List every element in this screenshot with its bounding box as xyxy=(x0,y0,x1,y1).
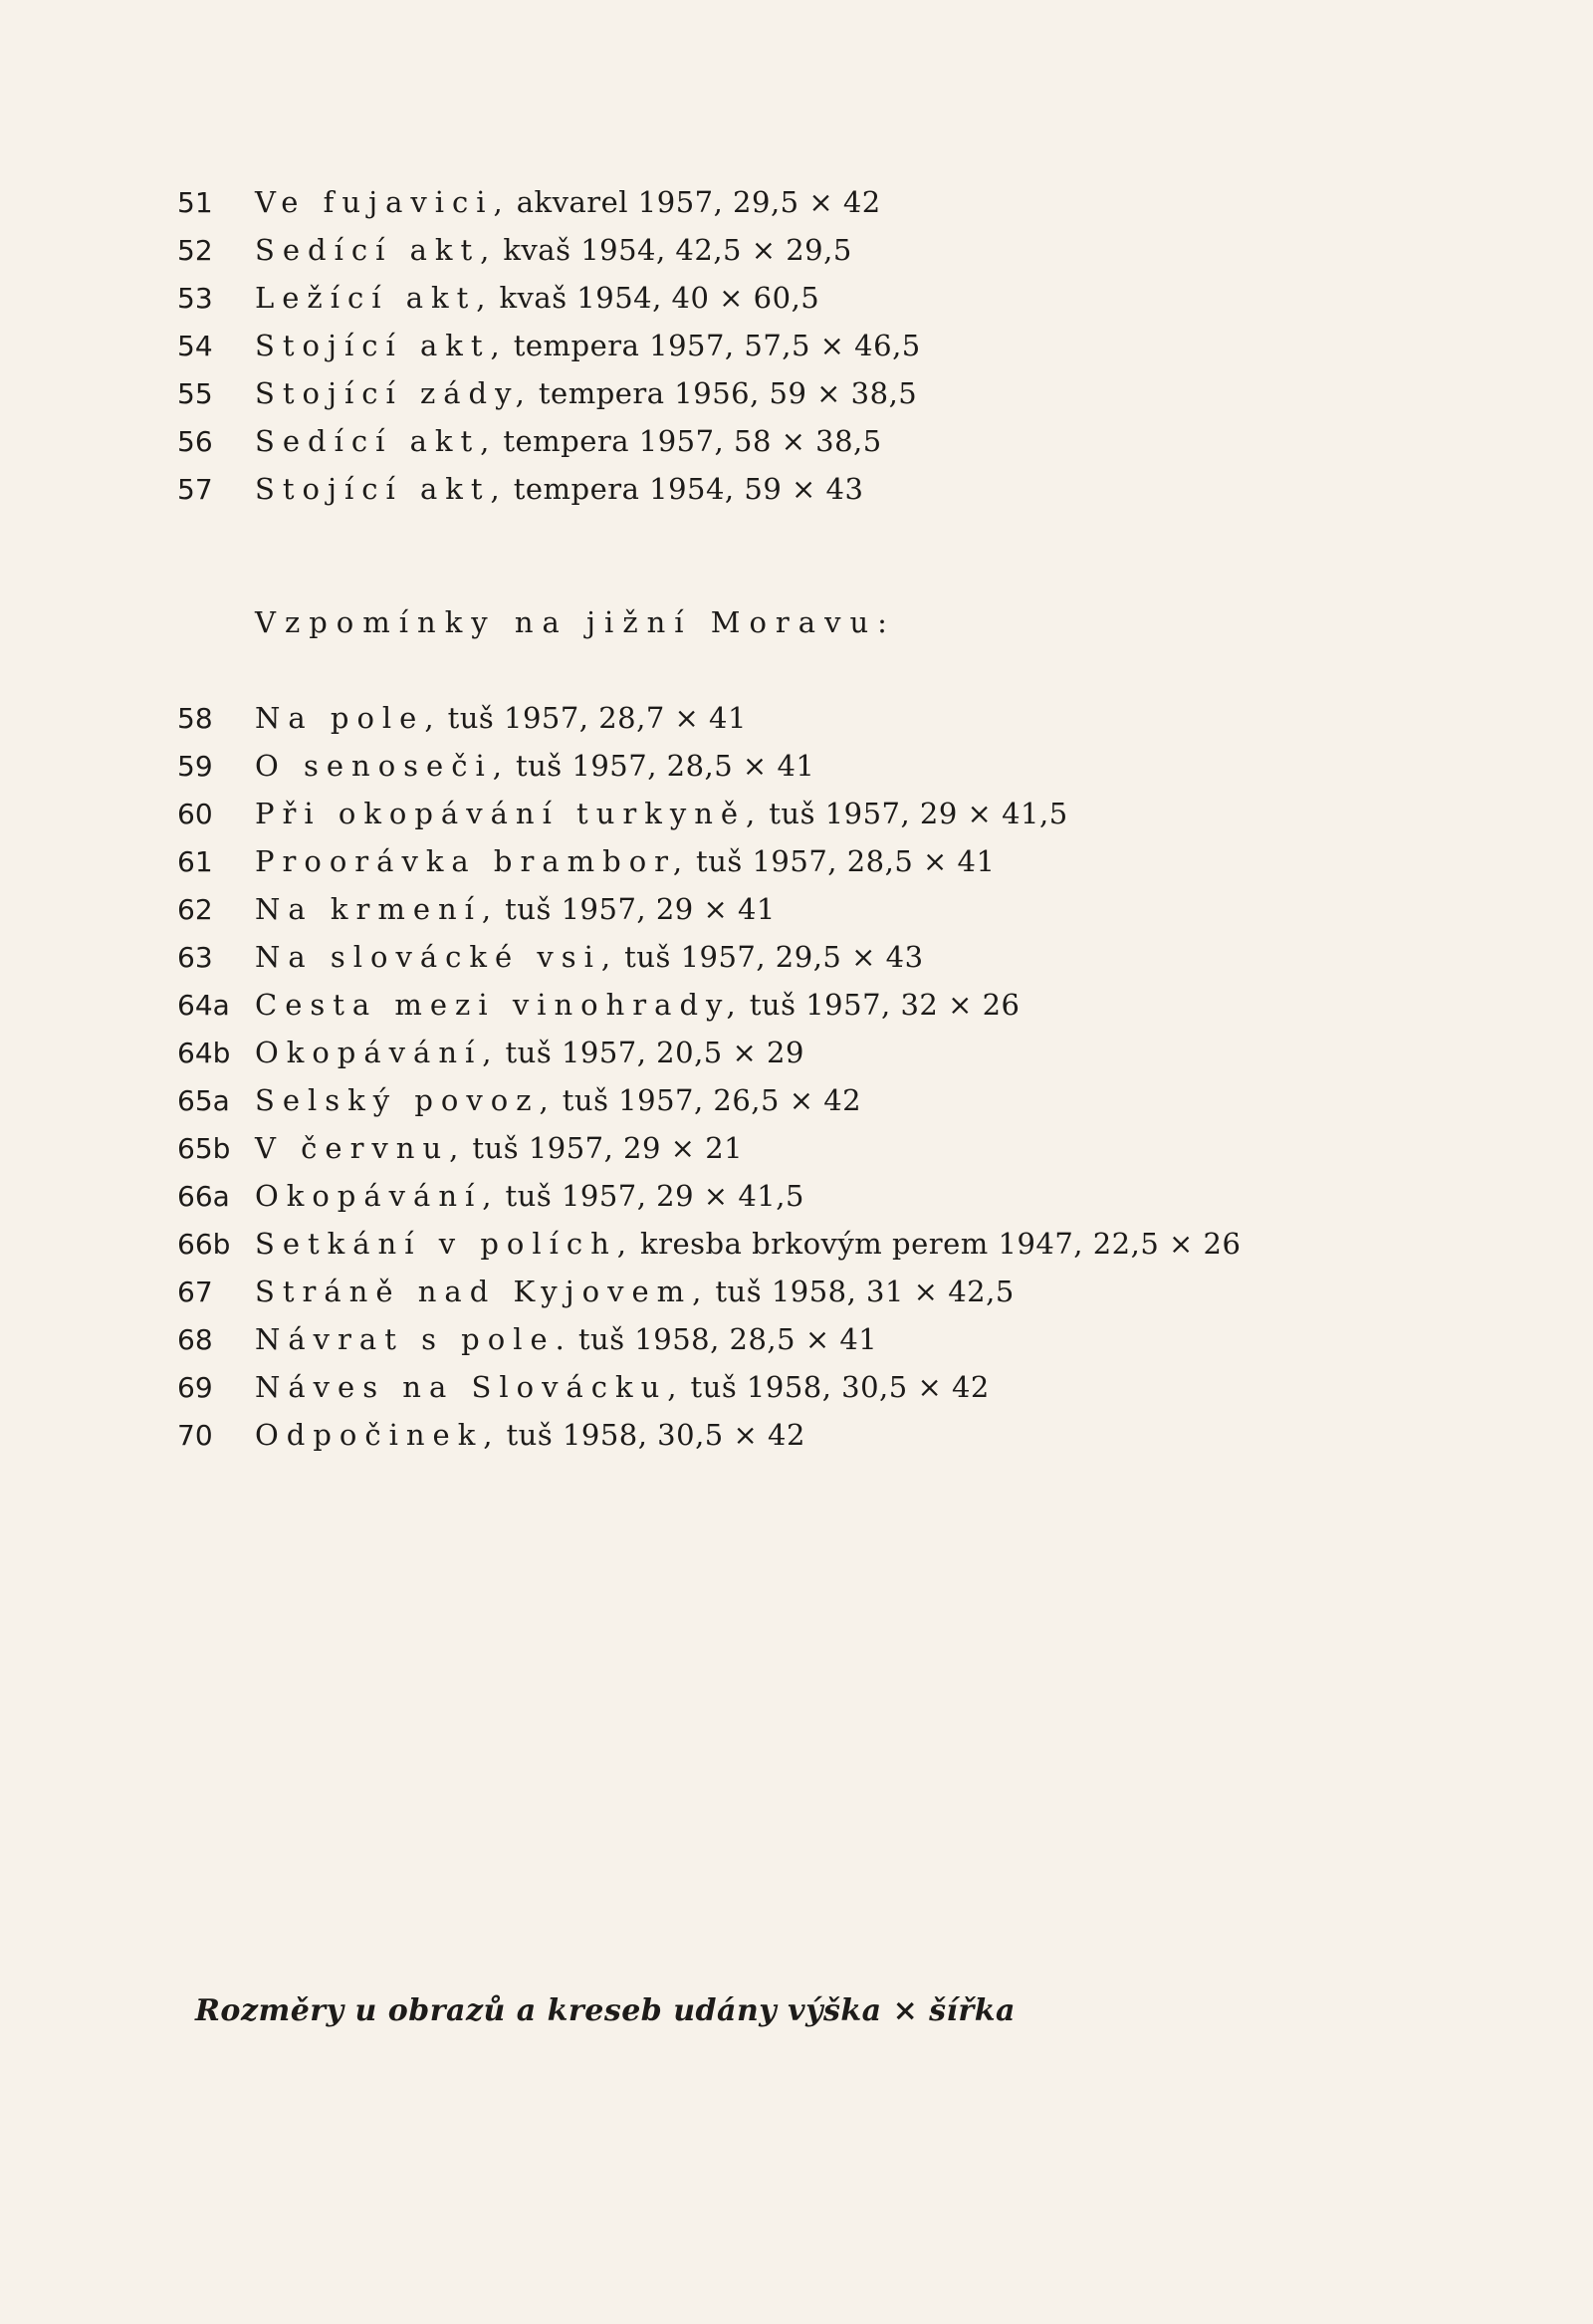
entry-details: tuš 1958, 28,5 × 41 xyxy=(577,1322,878,1356)
catalog-entry xyxy=(177,988,1412,1036)
entry-title: Ležící akt, xyxy=(255,281,494,315)
entry-number: 53 xyxy=(177,282,213,315)
entry-number: 54 xyxy=(177,330,213,362)
catalog-entry xyxy=(177,1418,1412,1466)
entry-title: Při okopávání turkyně, xyxy=(255,797,764,830)
catalog-entry xyxy=(177,1227,1412,1275)
entry-number: 69 xyxy=(177,1371,213,1404)
catalog-entry xyxy=(177,1179,1412,1227)
entry-number: 66b xyxy=(177,1228,231,1261)
catalog-entry xyxy=(177,1322,1412,1370)
catalog-entry xyxy=(177,940,1412,988)
entry-number: 65b xyxy=(177,1132,231,1165)
entry-title: Setkání v polích, xyxy=(255,1227,635,1261)
entry-title: O senoseči, xyxy=(255,749,510,783)
entry-details: kvaš 1954, 40 × 60,5 xyxy=(499,281,820,315)
entries-top xyxy=(177,185,1412,520)
catalog-entry xyxy=(177,472,1412,520)
entry-number: 66a xyxy=(177,1180,230,1213)
section-heading: Vzpomínky na jižní Moravu: xyxy=(255,605,896,639)
footnote: Rozměry u obrazů a kreseb udány výška × šířka xyxy=(195,1993,1016,2028)
entry-title: Na pole, xyxy=(255,701,442,735)
entry-details: akvarel 1957, 29,5 × 42 xyxy=(516,185,881,219)
entry-number: 52 xyxy=(177,234,213,267)
catalog-entry xyxy=(177,424,1412,472)
catalog-entry xyxy=(177,233,1412,281)
catalog-entry xyxy=(177,1036,1412,1083)
entry-number: 63 xyxy=(177,941,213,974)
entry-number: 64b xyxy=(177,1037,231,1069)
entry-title: V červnu, xyxy=(255,1131,467,1165)
entry-details: tempera 1957, 57,5 × 46,5 xyxy=(513,329,921,362)
entry-number: 70 xyxy=(177,1419,213,1452)
entry-title: Okopávání, xyxy=(255,1036,500,1069)
entry-title: Sedící akt, xyxy=(255,424,498,458)
entry-number: 64a xyxy=(177,989,230,1022)
entry-details: tuš 1957, 29 × 41 xyxy=(505,892,776,926)
catalog-entry xyxy=(177,376,1412,424)
entry-title: Návrat s pole. xyxy=(255,1322,572,1356)
entry-details: tuš 1957, 28,5 × 41 xyxy=(696,844,996,878)
entry-details: kresba brkovým perem 1947, 22,5 × 26 xyxy=(640,1227,1242,1261)
entry-number: 65a xyxy=(177,1084,230,1117)
entry-title: Proorávka brambor, xyxy=(255,844,691,878)
entry-number: 67 xyxy=(177,1276,213,1308)
entry-details: tuš 1957, 26,5 × 42 xyxy=(562,1083,862,1117)
entry-title: Na krmení, xyxy=(255,892,500,926)
entry-details: tuš 1957, 28,5 × 41 xyxy=(515,749,815,783)
catalog-entry xyxy=(177,892,1412,940)
entry-title: Selský povoz, xyxy=(255,1083,557,1117)
entry-title: Sedící akt, xyxy=(255,233,498,267)
entry-number: 62 xyxy=(177,893,213,926)
entry-title: Náves na Slovácku, xyxy=(255,1370,685,1404)
entry-details: tuš 1957, 28,7 × 41 xyxy=(447,701,747,735)
entry-title: Stráně nad Kyjovem, xyxy=(255,1275,710,1308)
entry-title: Ve fujavici, xyxy=(255,185,511,219)
catalog-entry xyxy=(177,1083,1412,1131)
entry-number: 56 xyxy=(177,425,213,458)
entry-number: 61 xyxy=(177,845,213,878)
entry-number: 68 xyxy=(177,1323,213,1356)
entry-title: Okopávání, xyxy=(255,1179,500,1213)
entry-details: tuš 1957, 20,5 × 29 xyxy=(505,1036,804,1069)
entry-details: tempera 1954, 59 × 43 xyxy=(513,472,864,506)
entry-number: 55 xyxy=(177,377,213,410)
catalog-entry xyxy=(177,281,1412,329)
catalog-entry xyxy=(177,844,1412,892)
entries-section xyxy=(177,701,1412,1466)
catalog-entry xyxy=(177,185,1412,233)
catalog-entry xyxy=(177,1131,1412,1179)
entry-title: Stojící akt, xyxy=(255,472,508,506)
entry-title: Na slovácké vsi, xyxy=(255,940,619,974)
entry-details: tuš 1957, 29 × 21 xyxy=(472,1131,744,1165)
entry-title: Odpočinek, xyxy=(255,1418,501,1452)
entry-title: Stojící zády, xyxy=(255,376,533,410)
entry-details: tempera 1957, 58 × 38,5 xyxy=(503,424,882,458)
entry-details: tuš 1957, 29,5 × 43 xyxy=(624,940,924,974)
entry-title: Stojící akt, xyxy=(255,329,508,362)
entry-details: tuš 1957, 32 × 26 xyxy=(749,988,1021,1022)
catalog-entry xyxy=(177,749,1412,797)
catalog-entry xyxy=(177,1275,1412,1322)
catalog-entry xyxy=(177,1370,1412,1418)
entry-details: tuš 1957, 29 × 41,5 xyxy=(505,1179,804,1213)
entry-details: tuš 1958, 31 × 42,5 xyxy=(715,1275,1015,1308)
catalog-list xyxy=(177,185,1412,1466)
entry-details: tuš 1957, 29 × 41,5 xyxy=(769,797,1068,830)
entry-number: 60 xyxy=(177,798,213,830)
entry-details: tuš 1958, 30,5 × 42 xyxy=(690,1370,990,1404)
entry-details: tempera 1956, 59 × 38,5 xyxy=(538,376,918,410)
entry-title: Cesta mezi vinohrady, xyxy=(255,988,744,1022)
catalog-entry xyxy=(177,329,1412,376)
entry-number: 57 xyxy=(177,473,213,506)
entry-number: 58 xyxy=(177,702,213,735)
catalog-entry xyxy=(177,797,1412,844)
entry-number: 51 xyxy=(177,186,213,219)
catalog-entry xyxy=(177,701,1412,749)
entry-details: tuš 1958, 30,5 × 42 xyxy=(506,1418,805,1452)
entry-details: kvaš 1954, 42,5 × 29,5 xyxy=(503,233,852,267)
entry-number: 59 xyxy=(177,750,213,783)
